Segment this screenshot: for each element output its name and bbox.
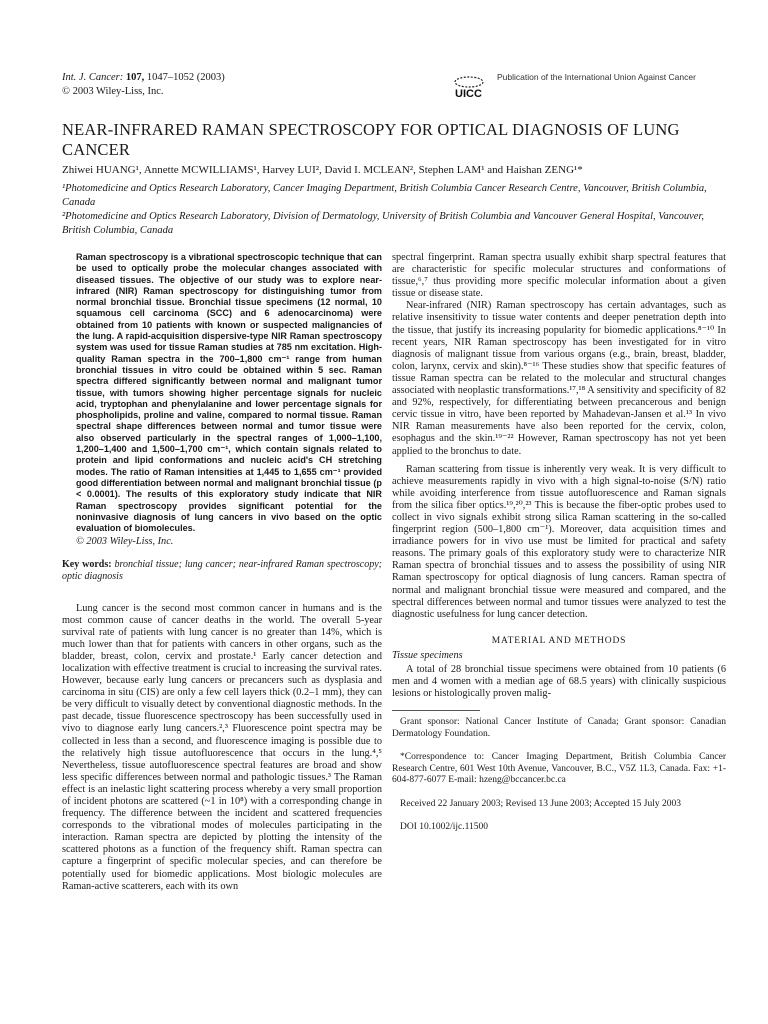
footnote-correspondence: *Correspondence to: Cancer Imaging Department, British Columbia Cancer Research Centre, 601 West 10th Avenue, Vancouver, B.C., V5Z 1L3, Canada. Fax: +1-604-877-6077 E-mail: hzeng@bccancer.bc.ca	[392, 752, 726, 786]
logo-text: UICC	[455, 88, 482, 100]
footnote-doi: DOI 10.1002/ijc.11500	[400, 822, 489, 833]
journal-pages: 1047–1052 (2003)	[146, 72, 225, 83]
author-list: Zhiwei HUANG¹, Annette MCWILLIAMS¹, Harvey LUI², David I. MCLEAN², Stephen LAM¹ and Haishan ZENG¹*	[62, 164, 583, 176]
keywords-label: Key words:	[62, 558, 112, 570]
body-paragraph-3: Raman scattering from tissue is inherently very weak. It is very difficult to achieve measurements rapidly in vivo with a high signal-to-noise (S/N) ratio while avoiding interference from tissue autofluorescence and Raman signals from the silica fiber optics.¹⁹,²⁰,²³ This is because the fiber-optic probes used to collect in vivo signals exhibit strong silica Raman scattering in the so-called fingerprint region (500–1,800 cm⁻¹). Moreover, data acquisition times and irradiance powers for in vivo use must be limited for practical and safety reasons. The primary goals of this exploratory study were to characterize NIR Raman spectra of bronchial tissues and to assess the possibility of using NIR Raman spectroscopy for optical diagnosis of lung cancers. Raman spectra of normal and malignant bronchial tissue were measured and compared, and the spectral differences between normal and tumor tissues were analyzed to test the diagnostic usefulness for lung cancer detection.	[392, 463, 726, 620]
body-paragraph-2: Near-infrared (NIR) Raman spectroscopy has certain advantages, such as relative insensitivity to tissue water contents and deeper penetration depth into the tissue, that justify its increasing popularity for biomedic applications.⁸⁻¹⁰ In recent years, NIR Raman spectroscopy has been investigated for in vitro diagnosis of malignant tissue from various organs (e.g., brain, breast, bladder, colon, larynx, cervix and skin).⁸⁻¹⁶ These studies show that specific features of tissue Raman spectra can be related to the molecular and structural changes associated with neoplastic transformations.¹⁷,¹⁸ A sensitivity and specificity of 82 and 92%, respectively, for differentiating between precancerous and benign cervic tissue in vitro, have been reported by Mahadevan-Jansen et al.¹³ In vivo NIR Raman measurements have also been reported for the cervix, colon, esophagus and the skin.¹⁹⁻²² However, Raman spectroscopy has not yet been applied to the bronchus to date.	[392, 300, 726, 457]
uicc-logo	[451, 74, 487, 102]
abstract: Raman spectroscopy is a vibrational spectroscopic technique that can be used to optically probe the molecular changes associated with diseased tissues. The objective of our study was to explore near-infrared (NIR) Raman spectroscopy for distinguishing tumor from normal bronchial tissue. Bronchial tissue specimens (12 normal, 10 squamous cell carcinoma (SCC) and 6 adenocarcinoma) were obtained from 10 patients with known or suspected malignancies of the lung. A rapid-acquisition dispersive-type NIR Raman spectroscopy system was used for tissue Raman studies at 785 nm excitation. High-quality Raman spectra in the 700–1,800 cm⁻¹ range from human bronchial tissues in vitro could be obtained within 5 sec. Raman spectra differed significantly between normal and malignant tumor tissue, with tumors showing higher percentage signals for nucleic acid, tryptophan and phenylalanine and lower percentage signals for phospholipids, proline and valine, compared to normal tissue. Raman spectral shape differences between normal and tumor tissue were also observed particularly in the spectral ranges of 1,000–1,100, 1,200–1,400 and 1,500–1,700 cm⁻¹, which contain signals related to protein and lipid conformations and nucleic acid's CH stretching modes. The ratio of Raman intensities at 1,445 to 1,655 cm⁻¹ provided good differentiation between normal and malignant bronchial tissue (p < 0.0001). The results of this exploratory study indicate that NIR Raman spectroscopy provides significant potential for the noninvasive diagnosis of lung cancers in vivo based on the optic evaluation of biomolecules.	[76, 252, 382, 534]
keywords-text: bronchial tissue; lung cancer; near-infrared Raman spectroscopy; optic diagnosis	[62, 558, 383, 582]
affiliation-2: ²Photomedicine and Optics Research Laboratory, Division of Dermatology, University of British Columbia and Vancouver General Hospital, Vancouver, British Columbia, Canada	[62, 211, 705, 236]
footnote-divider	[392, 710, 480, 711]
left-column	[62, 252, 382, 893]
journal-name: Int. J. Cancer:	[62, 72, 124, 83]
footnote-received: Received 22 January 2003; Revised 13 June 2003; Accepted 15 July 2003	[400, 798, 681, 809]
right-column	[392, 252, 726, 834]
abstract-copyright: © 2003 Wiley-Liss, Inc.	[76, 536, 174, 548]
footnote-grant: Grant sponsor: National Cancer Institute of Canada; Grant sponsor: Canadian Dermatology Foundation.	[392, 717, 726, 739]
journal-copyright: © 2003 Wiley-Liss, Inc.	[62, 86, 164, 97]
publisher-note: Publication of the International Union Against Cancer	[497, 72, 696, 82]
affiliation-1: ¹Photomedicine and Optics Research Laboratory, Cancer Imaging Department, British Columbia Cancer Research Centre, Vancouver, British Columbia, Canada	[62, 183, 707, 208]
subsection-heading: Tissue specimens	[392, 649, 463, 661]
section-heading: MATERIAL AND METHODS	[491, 635, 627, 646]
journal-citation	[62, 71, 225, 99]
methods-paragraph: A total of 28 bronchial tissue specimens were obtained from 10 patients (6 men and 4 women with a median age of 68.5 years) with clinically suspicious lesions or histologically proven malig-	[392, 664, 726, 700]
intro-paragraph: Lung cancer is the second most common cancer in humans and is the most common cause of cancer deaths in the world. The overall 5-year survival rate of patients with lung cancer is no greater than 14%, which is much lower than that for patients with cancers in other organs, such as the bladder, breast, colon, cervix and prostate.¹ Early cancer detection and localization with effective treatment is crucial to increasing the survival rates. However, because early lung cancers or precancers such as dysplasia and carcinoma in situ (CIS) are only a few cell layers thick (0.2–1 mm), they can be very difficult to visually detect by conventional diagnostic methods. In the past decade, tissue fluorescence spectroscopy has been successfully used in vivo to diagnose early lung cancers.²,³ Fluorescence point spectra may be collected in less than a second, and fluorescence imaging is possible due to the relatively high tissue autofluorescence that occurs in the lung.⁴,⁵ Nevertheless, tissue autofluorescence spectral features are broad and show less specific differences between normal and pathologic tissues.³ The Raman effect is an inelastic light scattering process whereby a very small proportion of incident photons are scattered (~1 in 10⁸) with a corresponding change in frequency. The difference between the incident and scattered frequencies corresponds to the vibrational modes of molecules participating in the interaction. Raman spectra are depicted by plotting the intensity of the scattered photons as a function of the frequency shift. Raman spectra can capture a fingerprint of specific molecular species, and can therefore be potentially used for biomedic applications. Most biologic molecules are Raman-active scatterers, each with its own	[62, 602, 382, 892]
keywords	[62, 559, 382, 583]
journal-volume: 107,	[125, 72, 145, 83]
paper-title: NEAR-INFRARED RAMAN SPECTROSCOPY FOR OPTICAL DIAGNOSIS OF LUNG CANCER	[62, 120, 680, 159]
body-paragraph-1: spectral fingerprint. Raman spectra usually exhibit sharp spectral features that are characteristic for specific molecular structures and conformations of tissue,⁶,⁷ thus providing more specific molecular information about a given tissue or disease state.	[392, 252, 726, 300]
